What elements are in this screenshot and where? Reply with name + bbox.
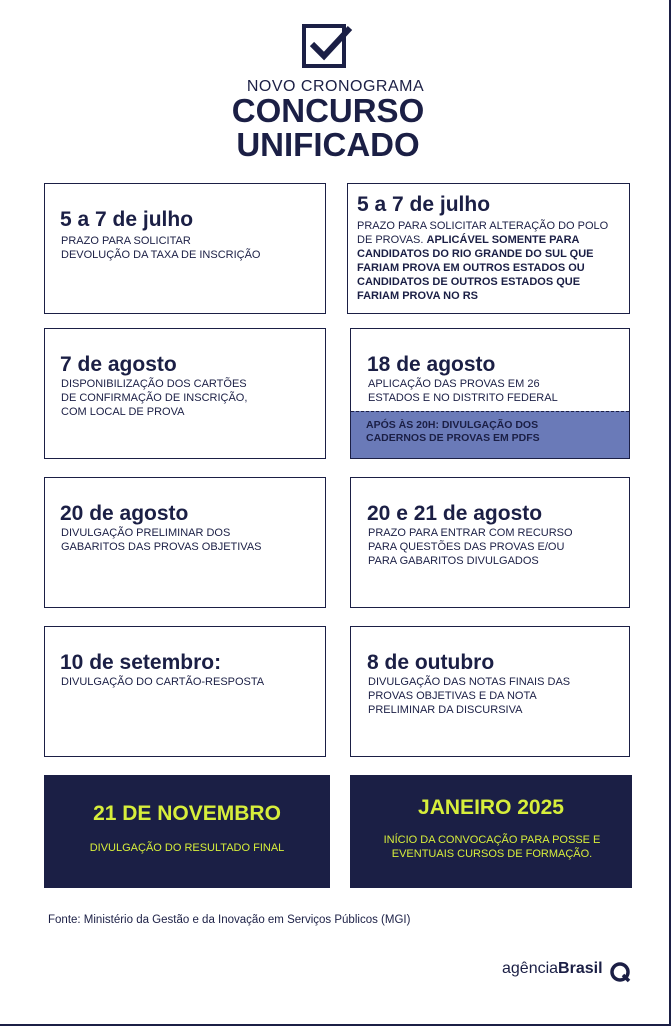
schedule-card (350, 477, 630, 608)
card-description: DIVULGAÇÃO DAS NOTAS FINAIS DAS PROVAS OBJETIVAS E DA NOTA PRELIMINAR DA DISCURSIVA (368, 676, 571, 716)
card-description-text: PRAZO PARA SOLICITAR ALTERAÇÃO DO POLO DE PROVAS. (357, 220, 609, 246)
highlight-title: 21 DE NOVEMBRO (93, 802, 281, 825)
highlight-card (350, 775, 632, 888)
highlight-title: JANEIRO 2025 (418, 796, 564, 819)
page-title (0, 94, 656, 162)
schedule-card (44, 183, 326, 314)
header-subtitle: NOVO CRONOGRAMA (246, 78, 425, 95)
card-date: 8 de outubro (367, 651, 495, 674)
card-description: DISPONIBILIZAÇÃO DOS CARTÕES DE CONFIRMAÇÃO DE INSCRIÇÃO, COM LOCAL DE PROVA (61, 378, 248, 418)
card-date: 7 de agosto (60, 353, 177, 376)
schedule-card (44, 477, 326, 608)
card-description (61, 234, 291, 262)
card-date: 5 a 7 de julho (357, 193, 491, 216)
card-date: 18 de agosto (367, 353, 496, 376)
highlight-card (44, 775, 330, 888)
brand-logo (502, 960, 603, 988)
card-description: DIVULGAÇÃO PRELIMINAR DOS GABARITOS DAS PROVAS OBJETIVAS (61, 527, 262, 553)
schedule-card (350, 328, 630, 459)
card-description-bold: APLICÁVEL SOMENTE PARA CANDIDATOS DO RIO GRANDE DO SUL QUE FARIAM PROVA EM OUTROS ESTADOS OU CANDIDATOS DE OUTROS ESTADOS QUE FARIAM PROVA NO RS (357, 234, 594, 302)
brand-circle-icon (609, 961, 631, 983)
card-description: DIVULGAÇÃO DO CARTÃO-RESPOSTA (61, 676, 265, 688)
highlight-description: DIVULGAÇÃO DO RESULTADO FINAL (89, 842, 285, 854)
brand-name-light: agência (502, 960, 559, 977)
card-description: APLICAÇÃO DAS PROVAS EM 26 ESTADOS E NO DISTRITO FEDERAL (368, 378, 558, 404)
card-description (357, 219, 625, 303)
card-description: PRAZO PARA ENTRAR COM RECURSO PARA QUESTÕES DAS PROVAS E/OU PARA GABARITOS DIVULGADOS (368, 527, 573, 567)
checkbox-check-icon (302, 22, 354, 70)
page-title-line-1: CONCURSO (231, 92, 425, 129)
schedule-card (44, 328, 326, 459)
schedule-card (347, 183, 630, 314)
source-note: Fonte: Ministério da Gestão e da Inovação em Serviços Públicos (MGI) (48, 914, 411, 926)
page-title-line-2: UNIFICADO (236, 126, 420, 163)
card-date: 10 de setembro: (60, 651, 222, 674)
highlight-description: INÍCIO DA CONVOCAÇÃO PARA POSSE E EVENTUAIS CURSOS DE FORMAÇÃO. (383, 834, 601, 860)
card-date: 20 e 21 de agosto (367, 502, 543, 525)
schedule-card (44, 626, 326, 757)
card-date: 20 de agosto (60, 502, 189, 525)
brand-name-bold: Brasil (558, 960, 603, 977)
card-note (351, 411, 629, 458)
card-description-text: PRAZO PARA SOLICITAR DEVOLUÇÃO DA TAXA DE INSCRIÇÃO (61, 235, 261, 261)
card-date: 5 a 7 de julho (60, 208, 194, 231)
schedule-card (350, 626, 630, 757)
card-note-text: APÓS ÀS 20H: DIVULGAÇÃO DOS CADERNOS DE PROVAS EM PDFS (366, 419, 540, 444)
